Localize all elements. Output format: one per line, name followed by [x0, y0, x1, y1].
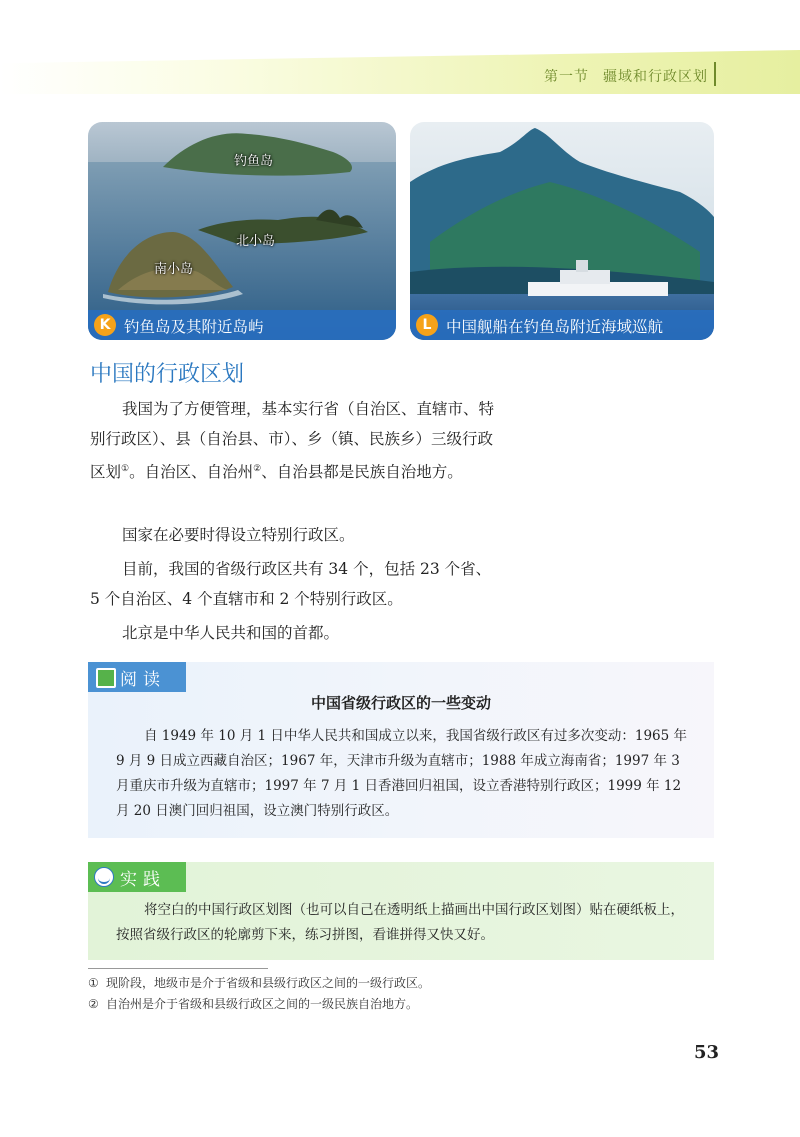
footnote-2	[88, 995, 418, 1012]
running-header	[544, 66, 708, 86]
reading-tab-label: 阅读	[120, 670, 166, 690]
practice-box	[88, 862, 714, 960]
footnote-rule	[88, 968, 268, 969]
header-divider	[714, 62, 716, 86]
paragraph-text: 。自治区、自治州	[129, 463, 254, 482]
reading-title: 中国省级行政区的一些变动	[310, 694, 491, 712]
label-south-islet: 南小岛	[154, 262, 194, 277]
section-heading: 中国的行政区划	[90, 362, 245, 387]
paragraph-province-count: 目前，我国的省级行政区共有 34 个，包括 23 个省、5 个自治区、4 个直辖市和 2 个特别行政区。	[90, 560, 492, 608]
footnote-text: 现阶段，地级市是介于省级和县级行政区之间的一级行政区。	[106, 976, 431, 990]
book-icon	[96, 668, 116, 688]
footnote-ref-1: ①	[121, 464, 130, 474]
footnote-1	[88, 974, 430, 991]
label-north-islet: 北小岛	[236, 234, 276, 249]
paragraph-sar: 国家在必要时得设立特别行政区。	[122, 526, 355, 544]
footnote-text: 自治州是介于省级和县级行政区之间的一级民族自治地方。	[106, 997, 419, 1011]
caption-bar	[88, 310, 396, 340]
patrol-photo	[410, 122, 714, 340]
practice-tab-label: 实践	[120, 870, 166, 890]
caption-bar	[410, 310, 714, 340]
reading-body: 自 1949 年 10 月 1 日中华人民共和国成立以来，我国省级行政区有过多次变动：1965 年 9 月 9 日成立西藏自治区；1967 年，天津市升级为直辖市；1988 年成立海南省；1997 年 3 月重庆市升级为直辖市；1997 年 7 月 1 日香港回归祖国，设立香港特别行政区；1999 年 12 月 20 日澳门回归祖国，设立澳门特别行政区。	[116, 728, 688, 819]
figure-badge: L	[416, 314, 438, 336]
footnote-ref-2: ②	[253, 464, 262, 474]
paragraph-capital: 北京是中华人民共和国的首都。	[122, 624, 340, 642]
figure-diaoyu-islands	[88, 122, 396, 340]
paragraph-admin-levels	[90, 394, 498, 487]
practice-body: 将空白的中国行政区划图（也可以自己在透明纸上描画出中国行政区划图）贴在硬纸板上，按照省级行政区的轮廓剪下来，练习拼图，看谁拼得又快又好。	[116, 902, 684, 943]
reading-tab	[88, 662, 186, 692]
reading-box	[88, 662, 714, 838]
figure-badge: K	[94, 314, 116, 336]
page-number: 53	[694, 1042, 720, 1063]
figure-patrol-ship	[410, 122, 714, 340]
paragraph-text: 我国为了方便管理，基本实行省（自治区、直辖市、特别行政区）、县（自治县、市）、乡（镇、民族乡）三级行政区划	[90, 400, 495, 482]
footnote-mark: ①	[88, 976, 99, 990]
header-section: 第一节	[544, 69, 589, 85]
practice-tab	[88, 862, 186, 892]
footnote-mark: ②	[88, 997, 99, 1011]
smile-icon	[94, 867, 114, 887]
paragraph-text: 、自治县都是民族自治地方。	[261, 463, 463, 482]
label-diaoyu-island: 钓鱼岛	[234, 154, 274, 169]
figure-caption: 钓鱼岛及其附近岛屿	[124, 318, 264, 336]
header-topic: 疆域和行政区划	[603, 69, 708, 85]
figure-caption: 中国舰船在钓鱼岛附近海域巡航	[446, 318, 664, 336]
